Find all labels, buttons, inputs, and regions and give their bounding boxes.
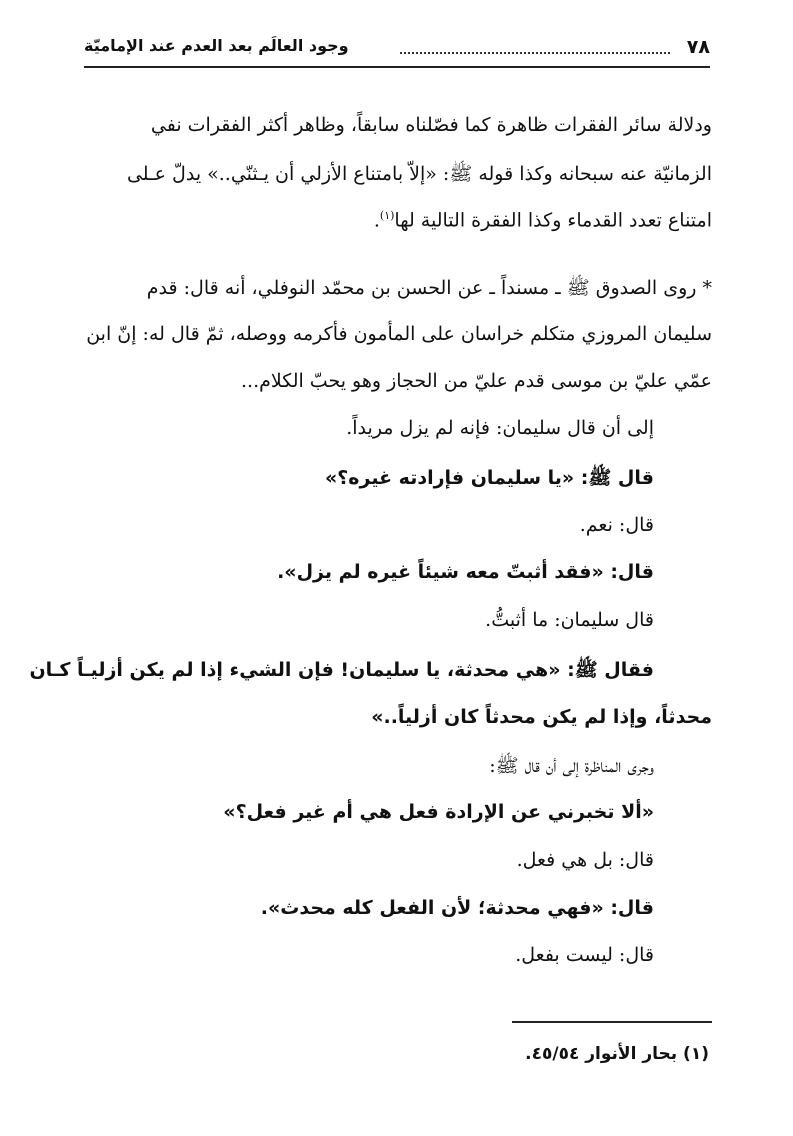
footnote: (١) بحار الأنوار ٤٥/٥٤. bbox=[525, 1044, 709, 1064]
dialogue-line-3: قال: نعم. bbox=[579, 514, 654, 536]
page-number: ٧٨ bbox=[686, 36, 710, 58]
footnote-reference[interactable]: (١) bbox=[379, 209, 395, 222]
paragraph-2-line-3: عمّي عليّ بن موسى قدم عليّ من الحجاز وهو يحبّ الكلام... bbox=[240, 370, 712, 392]
paragraph-2-line-1: * روى الصدوق ﷺ ـ مسنداً ـ عن الحسن بن محمّد النوفلي، أنه قال: قدم bbox=[146, 277, 712, 299]
paragraph-2-line-2: سليمان المروزي متكلم خراسان على المأمون فأكرمه ووصله، ثمّ قال له: إنّ ابن bbox=[86, 323, 712, 345]
dialogue-line-5: قال سليمان: ما أثبتُّ. bbox=[485, 609, 654, 631]
dialogue-line-8: «ألا تخبرني عن الإرادة فعل هي أم غير فعل؟» bbox=[223, 801, 654, 823]
paragraph-1-line-1: ودلالة سائر الفقرات ظاهرة كما فصّلناه سابقاً، وظاهر أكثر الفقرات نفي bbox=[150, 114, 712, 136]
dialogue-line-11: قال: ليست بفعل. bbox=[515, 944, 654, 966]
dialogue-line-7: وجرى المناظرة إلى أن قال ﷺ: bbox=[489, 755, 654, 777]
header-dot-leader bbox=[400, 40, 670, 54]
dialogue-line-1: إلى أن قال سليمان: فإنه لم يزل مريداً. bbox=[346, 417, 654, 439]
page-header bbox=[84, 30, 710, 64]
dialogue-line-2: قال ﷺ: «يا سليمان فإرادته غيره؟» bbox=[324, 467, 654, 489]
running-title: وجود العالَم بعد العدم عند الإماميّة bbox=[84, 36, 349, 55]
dialogue-line-6a: فقال ﷺ: «هي محدثة، يا سليمان! فإن الشيء إذا لم يكن أزليـاً كـان bbox=[29, 659, 654, 681]
paragraph-1-line-3: امتناع تعدد القدماء وكذا الفقرة التالية لها$^{(١)}$. bbox=[373, 209, 712, 232]
dialogue-line-6b: محدثاً، وإذا لم يكن محدثاً كان أزلياً..» bbox=[371, 706, 712, 728]
header-rule bbox=[84, 66, 710, 68]
paragraph-1-line-2: الزمانيّة عنه سبحانه وكذا قوله ﷺ: «إلاّ بامتناع الأزلي أن يـثنّي..» يدلّ عـلى bbox=[126, 163, 712, 185]
dialogue-line-9: قال: بل هي فعل. bbox=[516, 849, 654, 871]
dialogue-line-10: قال: «فهي محدثة؛ لأن الفعل كله محدث». bbox=[260, 897, 654, 919]
dialogue-line-4: قال: «فقد أثبتّ معه شيئاً غيره لم يزل». bbox=[277, 561, 654, 583]
footnote-separator bbox=[512, 1021, 712, 1023]
